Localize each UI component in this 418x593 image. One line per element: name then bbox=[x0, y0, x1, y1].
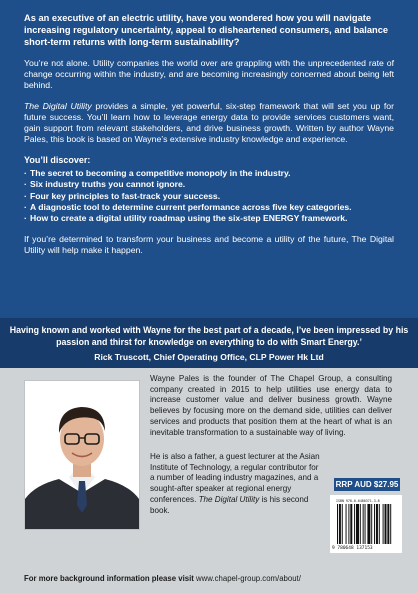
intro-question: As an executive of an electric utility, have you wondered how you will navigate increasing regulatory uncertainty, appeal to disheartened consumers, and balance short-term returns with long-term sustainability? bbox=[24, 13, 389, 48]
barcode-bar bbox=[339, 504, 341, 544]
barcode-digits: 9 780648 137153 bbox=[332, 546, 373, 551]
isbn-barcode bbox=[330, 495, 402, 553]
discover-list-item bbox=[24, 202, 394, 213]
bullet-marker: · bbox=[24, 201, 27, 212]
author-bio-paragraph-2 bbox=[150, 452, 322, 516]
barcode-bar bbox=[390, 504, 391, 544]
barcode-bar bbox=[379, 504, 380, 544]
about-link[interactable]: www.chapel-group.com/about/ bbox=[196, 574, 301, 583]
bullet-text: A diagnostic tool to determine current performance across five key categories. bbox=[30, 201, 352, 212]
barcode-bar bbox=[350, 504, 352, 544]
book-title-italic: The Digital Utility bbox=[24, 100, 92, 111]
price-tag: RRP AUD $27.95 bbox=[335, 480, 399, 489]
barcode-bar bbox=[374, 504, 375, 544]
barcode-bar bbox=[337, 504, 338, 544]
author-bio-paragraph-1: Wayne Pales is the founder of The Chapel Group, a consulting company created in 2015 to help utilities use energy data to increase customer value and deliver business growth. Wayne believes by focusing more on the demand side, utilities can deliver services and products that position them at the heart of what is an inevitable transformation to a sustainable way of living. bbox=[150, 374, 392, 437]
author-photo bbox=[24, 380, 140, 530]
bullet-marker: · bbox=[24, 213, 27, 224]
bullet-text: Four key principles to fast-track your success. bbox=[30, 190, 221, 201]
discover-heading: You’ll discover: bbox=[24, 154, 91, 165]
author-bio-text: He is also a father, a guest lecturer at the Asian Institute of Technology, a regular contributor for a number of leading industry magazines, and a sought-after speaker at regional energy conferences. bbox=[150, 452, 320, 504]
bullet-text: How to create a digital utility roadmap using the six-step ENERGY framework. bbox=[30, 213, 348, 224]
bullet-marker: · bbox=[24, 179, 27, 190]
bullet-text: The secret to becoming a competitive monopoly in the industry. bbox=[30, 167, 291, 178]
blurb-paragraph-3: If you’re determined to transform your business and become a utility of the future, The Digital Utility will help make it happen. bbox=[24, 233, 394, 256]
barcode-bars bbox=[330, 495, 402, 553]
testimonial-band bbox=[0, 318, 418, 368]
testimonial-attribution: Rick Truscott, Chief Operating Office, CLP Power Hk Ltd bbox=[94, 352, 324, 362]
barcode-bar bbox=[348, 504, 349, 544]
barcode-bar bbox=[342, 504, 343, 544]
discover-list-item bbox=[24, 179, 394, 190]
book-title-italic: The Digital Utility bbox=[198, 494, 260, 504]
barcode-bar bbox=[346, 504, 347, 544]
blurb-paragraph-2 bbox=[24, 101, 394, 146]
testimonial-quote: Having known and worked with Wayne for the best part of a decade, I’ve been impressed by his passion and thirst for knowledge on everything to do with Smart Energy.’ bbox=[9, 325, 409, 347]
blurb-paragraph-1: You’re not alone. Utility companies the world over are grappling with the unprecedented rate of change occurring within the industry, and are becoming increasingly concerned about being left behind. bbox=[24, 57, 394, 91]
bullet-text: Six industry truths you cannot ignore. bbox=[30, 179, 186, 190]
author-bio-text-end: is his second book. bbox=[150, 494, 309, 515]
barcode-bar bbox=[365, 504, 366, 544]
barcode-bar bbox=[383, 504, 384, 544]
discover-list bbox=[24, 168, 394, 225]
barcode-bar bbox=[371, 504, 372, 544]
barcode-bar bbox=[356, 504, 359, 544]
barcode-bar bbox=[360, 504, 361, 544]
barcode-bar bbox=[354, 504, 355, 544]
author-portrait-illustration bbox=[25, 381, 139, 529]
more-info-line bbox=[24, 574, 301, 583]
bullet-marker: · bbox=[24, 190, 27, 201]
barcode-bar bbox=[367, 504, 370, 544]
more-info-label: For more background information please visit bbox=[24, 574, 196, 583]
discover-list-item bbox=[24, 168, 394, 179]
discover-list-item bbox=[24, 213, 394, 224]
barcode-bar bbox=[385, 504, 387, 544]
bullet-marker: · bbox=[24, 167, 27, 178]
barcode-bar bbox=[363, 504, 364, 544]
barcode-bar bbox=[376, 504, 378, 544]
author-panel bbox=[0, 368, 418, 593]
isbn-number: ISBN 978-0-6480371-3-8 bbox=[336, 499, 380, 503]
barcode-bar bbox=[387, 504, 389, 544]
blurb-paragraph-2-text: provides a simple, yet powerful, six-step framework that will set you up for future success. You’ll learn how to leverage energy data to provide services customers want, gain support from relevant stakeholders, and drive business growth. Written by author Wayne Pales, this book is based on Wayne’s extensive industry knowledge and experience. bbox=[24, 100, 394, 145]
discover-list-item bbox=[24, 191, 394, 202]
